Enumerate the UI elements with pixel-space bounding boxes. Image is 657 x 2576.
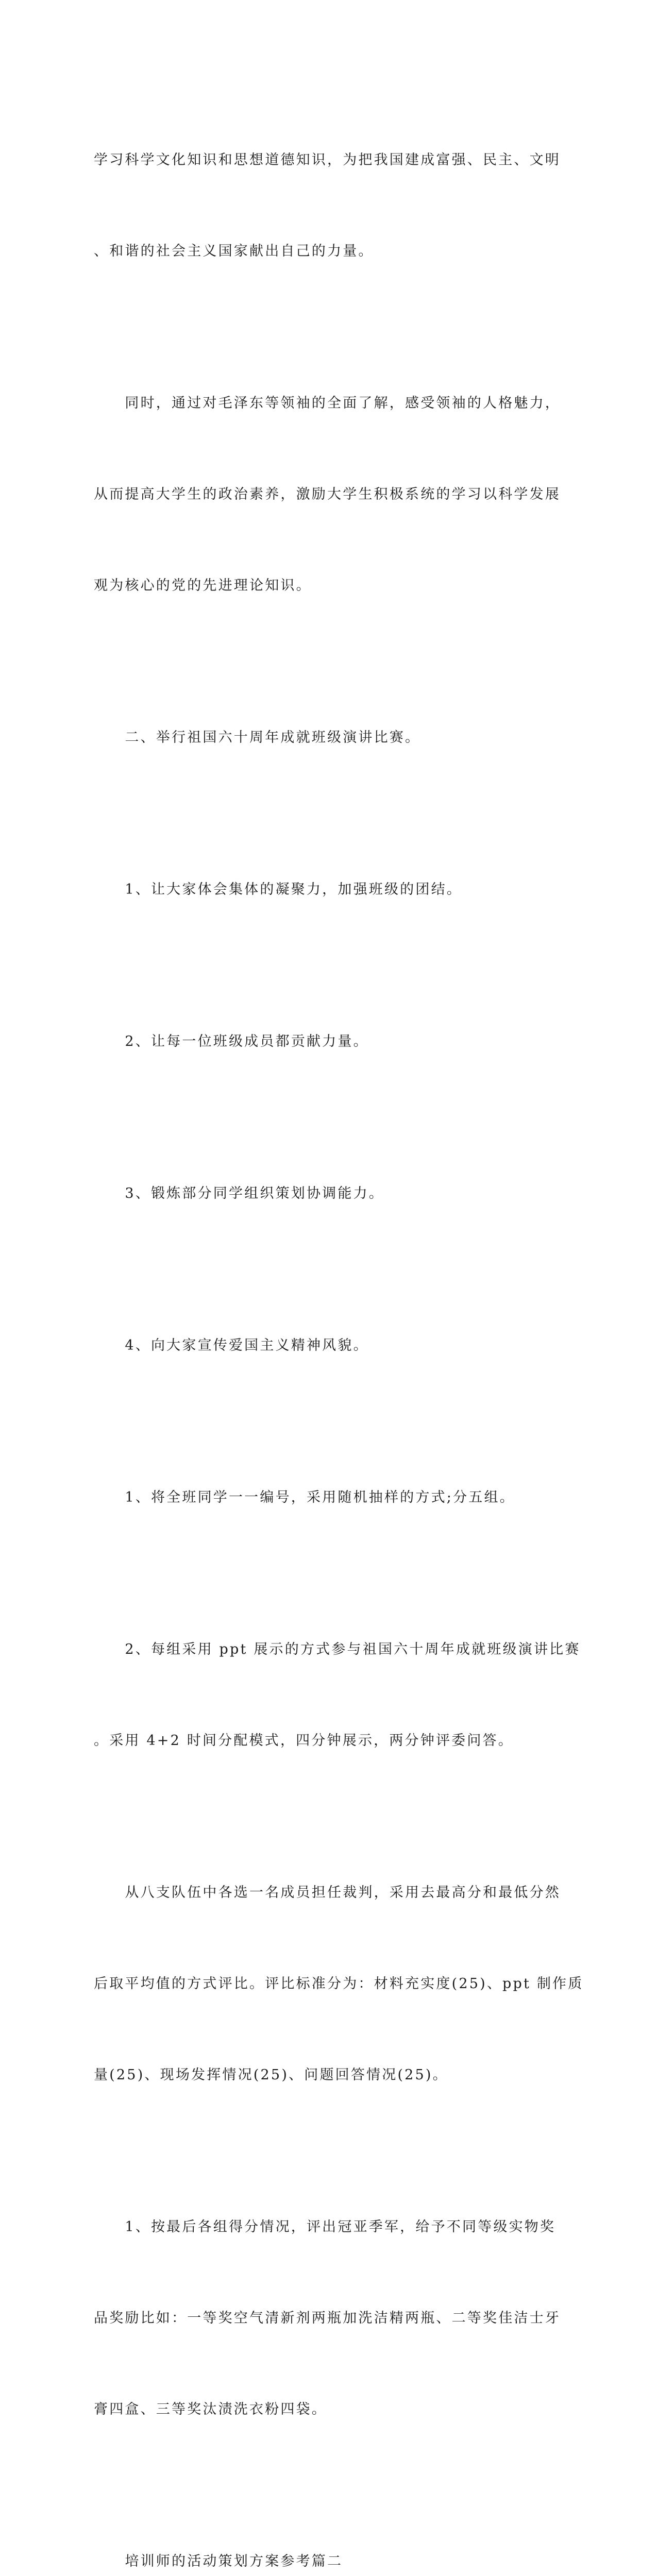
text-line: 1、将全班同学一一编号，采用随机抽样的方式;分五组。 bbox=[94, 1489, 515, 1505]
text-line: 2、每组采用 ppt 展示的方式参与祖国六十周年成就班级演讲比赛 bbox=[94, 1641, 581, 1657]
text-line: 、和谐的社会主义国家献出自己的力量。 bbox=[94, 243, 374, 259]
text-line: 从八支队伍中各选一名成员担任裁判，采用去最高分和最低分然 bbox=[94, 1885, 561, 1901]
list-item bbox=[94, 1573, 581, 1817]
paragraph-judging bbox=[94, 1817, 584, 2151]
text-line: 膏四盒、三等奖汰渍洗衣粉四袋。 bbox=[94, 2401, 327, 2417]
list-item bbox=[94, 1117, 558, 1269]
text-line: 后取平均值的方式评比。评比标准分为：材料充实度(25)、ppt 制作质 bbox=[94, 1976, 584, 1992]
list-item bbox=[94, 814, 558, 965]
list-item bbox=[94, 1421, 558, 1573]
section-heading-part-two bbox=[94, 2485, 558, 2576]
text-line: 4、向大家宣传爱国主义精神风貌。 bbox=[94, 1337, 369, 1353]
text-line: 1、按最后各组得分情况，评出冠亚季军，给予不同等级实物奖 bbox=[94, 2219, 556, 2235]
list-item bbox=[94, 1269, 558, 1421]
text-line: 2、让每一位班级成员都贡献力量。 bbox=[94, 1033, 369, 1049]
paragraph-study-goal bbox=[94, 84, 561, 327]
text-line: 品奖励比如：一等奖空气清新剂两瓶加洗洁精两瓶、二等奖佳洁士牙 bbox=[94, 2310, 561, 2326]
document-body bbox=[94, 84, 584, 2576]
text-line: 学习科学文化知识和思想道德知识，为把我国建成富强、民主、文明 bbox=[94, 152, 561, 168]
text-line: 二、举行祖国六十周年成就班级演讲比赛。 bbox=[94, 730, 421, 745]
text-line: 1、让大家体会集体的凝聚力，加强班级的团结。 bbox=[94, 882, 462, 897]
text-line: 同时，通过对毛泽东等领袖的全面了解，感受领袖的人格魅力， bbox=[94, 395, 561, 411]
paragraph-leaders bbox=[94, 327, 561, 662]
list-item bbox=[94, 2151, 561, 2485]
list-item bbox=[94, 965, 558, 1117]
text-line: 从而提高大学生的政治素养，激励大学生积极系统的学习以科学发展 bbox=[94, 486, 561, 502]
text-line: 观为核心的党的先进理论知识。 bbox=[94, 578, 312, 594]
section-heading-speech-contest bbox=[94, 662, 558, 814]
text-line: 。采用 4+2 时间分配模式，四分钟展示，两分钟评委问答。 bbox=[94, 1733, 514, 1749]
text-line: 培训师的活动策划方案参考篇二 bbox=[94, 2553, 343, 2569]
text-line: 量(25)、现场发挥情况(25)、问题回答情况(25)。 bbox=[94, 2067, 448, 2083]
text-line: 3、锻炼部分同学组织策划协调能力。 bbox=[94, 1185, 384, 1201]
